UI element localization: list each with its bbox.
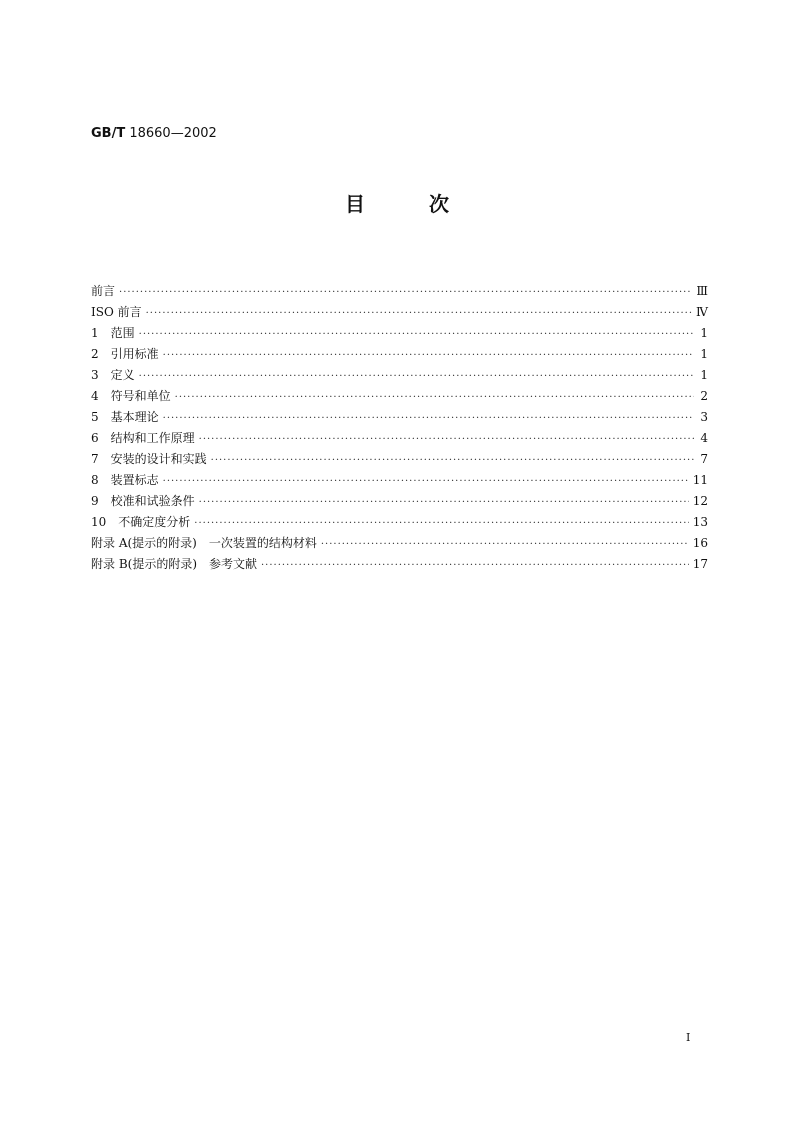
standard-code [91, 126, 217, 141]
toc-entry-page: 1 [700, 347, 708, 361]
toc-entry-label: 3 定义 [91, 368, 135, 382]
toc-title-char-2: 次 [429, 192, 449, 216]
toc-entry-page: 13 [692, 515, 708, 529]
toc-entry-iso-preface[interactable] [91, 302, 708, 323]
toc-leader [175, 387, 694, 408]
toc-entry-10[interactable] [91, 512, 708, 533]
toc-leader [199, 429, 694, 450]
toc-entry-label: 附录 B(提示的附录) 参考文献 [91, 557, 257, 571]
table-of-contents [91, 281, 708, 575]
toc-entry-page: 11 [692, 473, 708, 487]
toc-entry-label: 前言 [91, 284, 116, 298]
toc-entry-4[interactable] [91, 386, 708, 407]
toc-leader [211, 450, 694, 471]
toc-entry-label: ISO 前言 [91, 305, 142, 319]
toc-entry-8[interactable] [91, 470, 708, 491]
toc-leader [163, 471, 689, 492]
toc-entry-6[interactable] [91, 428, 708, 449]
toc-entry-label: 8 装置标志 [91, 473, 159, 487]
toc-entry-label: 1 范围 [91, 326, 135, 340]
toc-entry-label: 附录 A(提示的附录) 一次装置的结构材料 [91, 536, 317, 550]
toc-entry-page: 17 [692, 557, 708, 571]
toc-leader [199, 492, 689, 513]
toc-entry-7[interactable] [91, 449, 708, 470]
toc-entry-1[interactable] [91, 323, 708, 344]
toc-entry-label: 4 符号和单位 [91, 389, 171, 403]
toc-entry-5[interactable] [91, 407, 708, 428]
toc-entry-page: 1 [700, 326, 708, 340]
toc-entry-page: 7 [700, 452, 708, 466]
toc-title-char-1: 目 [345, 192, 365, 216]
toc-entry-page: 3 [700, 410, 708, 424]
toc-entry-label: 7 安装的设计和实践 [91, 452, 207, 466]
toc-entry-2[interactable] [91, 344, 708, 365]
toc-entry-page: 1 [700, 368, 708, 382]
toc-title [0, 188, 794, 217]
toc-entry-page: Ⅳ [696, 305, 708, 319]
toc-entry-label: 5 基本理论 [91, 410, 159, 424]
toc-entry-preface[interactable] [91, 281, 708, 302]
toc-entry-page: 4 [700, 431, 708, 445]
toc-leader [321, 534, 689, 555]
toc-leader [146, 303, 692, 324]
toc-entry-9[interactable] [91, 491, 708, 512]
toc-entry-label: 9 校准和试验条件 [91, 494, 195, 508]
toc-entry-label: 6 结构和工作原理 [91, 431, 195, 445]
toc-entry-label: 2 引用标准 [91, 347, 159, 361]
toc-entry-label: 10 不确定度分析 [91, 515, 191, 529]
toc-entry-appendix-a[interactable] [91, 533, 708, 554]
toc-entry-page: 2 [700, 389, 708, 403]
toc-entry-appendix-b[interactable] [91, 554, 708, 575]
toc-entry-3[interactable] [91, 365, 708, 386]
toc-leader [163, 345, 694, 366]
toc-leader [139, 324, 694, 345]
toc-entry-page: Ⅲ [696, 284, 708, 298]
toc-leader [139, 366, 694, 387]
page-number: I [686, 1031, 691, 1044]
toc-leader [119, 282, 692, 303]
toc-leader [194, 513, 688, 534]
standard-code-number: 18660—2002 [129, 126, 217, 141]
toc-entry-page: 16 [692, 536, 708, 550]
standard-code-prefix: GB/T [91, 126, 126, 141]
toc-leader [163, 408, 694, 429]
toc-leader [261, 555, 689, 576]
toc-entry-page: 12 [692, 494, 708, 508]
